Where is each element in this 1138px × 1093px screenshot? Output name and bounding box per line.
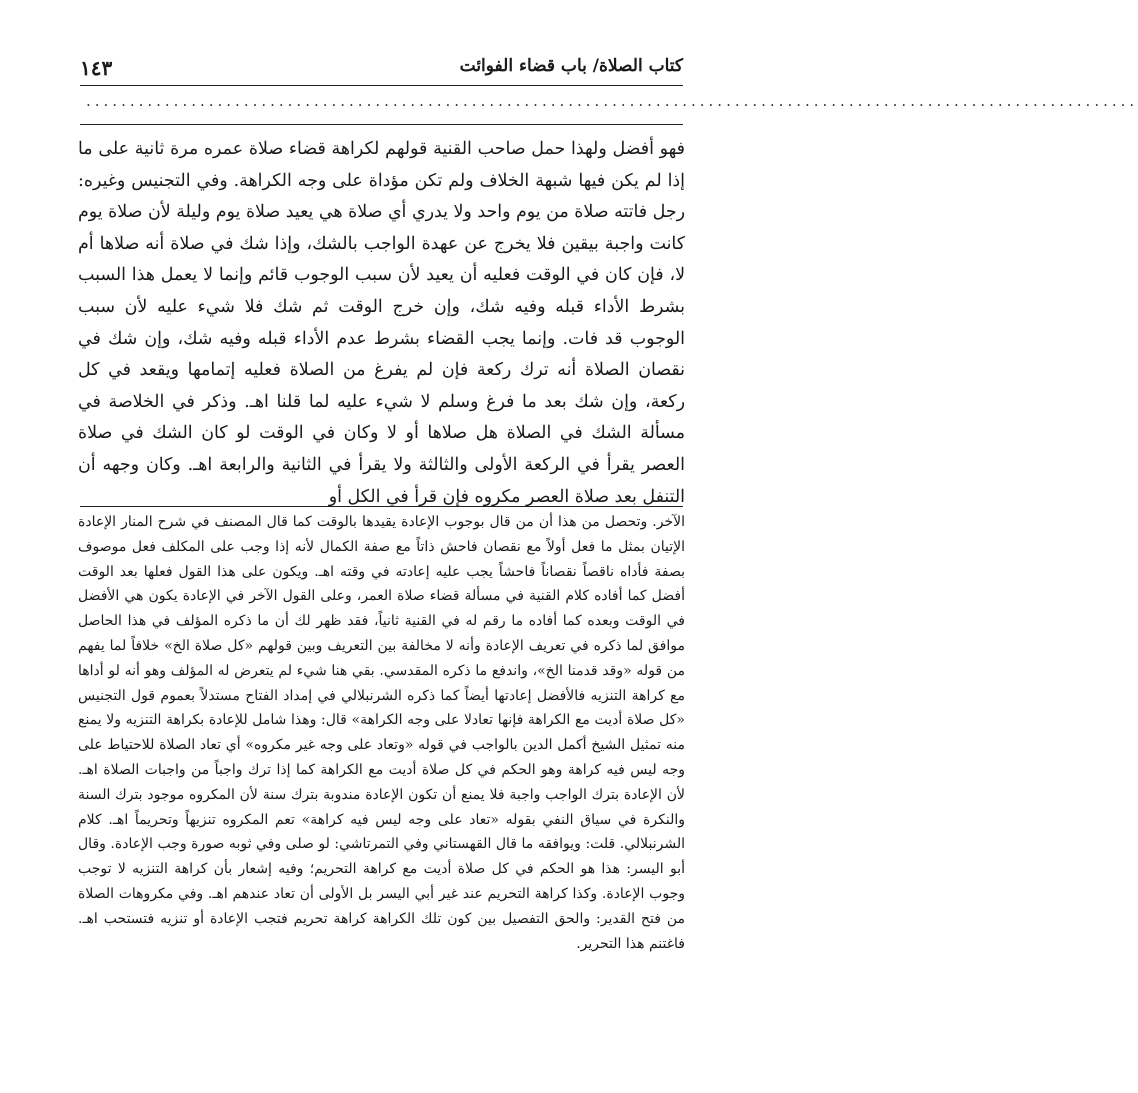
footnote-separator [80,506,683,507]
running-title: كتاب الصلاة/ باب قضاء الفوائت [459,56,683,76]
main-text: فهو أفضل ولهذا حمل صاحب القنية قولهم لكراهة قضاء صلاة عمره مرة ثانية على ما إذا لم يكن فيها شبهة الخلاف ولم تكن مؤداة على وجه الكراهة. وفي التجنيس وغيره: رجل فاتته صلاة من يوم واحد ولا يدري أي صلاة هي يعيد صلاة يوم وليلة لأن صلاة يوم كانت واجبة بيقين فلا يخرج عن عهدة الواجب بالشك، وإذا شك في صلاة أنه صلاها أم لا، فإن كان في الوقت فعليه أن يعيد لأن سبب الوجوب قائم وإنما لا يعمل هذا السبب بشرط الأداء قبله وفيه شك، وإن خرج الوقت ثم شك فلا شيء عليه لأن سبب الوجوب قد فات. وإنما يجب القضاء بشرط عدم الأداء قبله وفيه شك، وإن شك في نقصان الصلاة أنه ترك ركعة فإن لم يفرغ من الصلاة فعليه إتمامها ويقعد في كل ركعة، وإن شك بعد ما فرغ وسلم لا شيء عليه لما قلنا اهـ. وذكر في الخلاصة في مسألة الشك في الصلاة هل صلاها أو لا وكان في الوقت لو كان الشك في صلاة العصر يقرأ في الركعة الأولى والثالثة ولا يقرأ في الثانية والرابعة اهـ. وكان وجهه أن التنفل بعد صلاة العصر مكروه فإن قرأ في الكل أو [78,139,685,507]
page-header [80,52,683,82]
header-rule [80,85,683,86]
dotted-line: ........................................................................................................................ [86,92,1138,110]
text-top-rule [80,124,683,125]
page-number: ١٤٣ [80,56,113,80]
footnote-text: الآخر. وتحصل من هذا أن من قال بوجوب الإعادة يقيدها بالوقت كما قال المصنف في شرح المنار الإعادة الإتيان بمثل ما فعل أولاً مع نقصان فاحش ذاتاً مع صفة الكمال لأنه إذا وجب على المكلف فعل موصوف بصفة فأداه ناقصاً نقصاناً فاحشاً يجب عليه إعادته في وقته اهـ. ويكون على هذا القول فعلها بعد الوقت أفضل كما أفاده كلام القنية في مسألة قضاء صلاة العمر، وعلى القول الآخر في الإعادة يكون هي الأفضل في الوقت وبعده كما أفاده ما رقم له في القنية ثانياً، فقد ظهر لك أن ما ذكره المؤلف في هذا الحاصل موافق لما ذكره في تعريف الإعادة وأنه لا مخالفة بين التعريف وبين قولهم «كل صلاة الخ» خلافاً لما يفهم من قوله «وقد قدمنا الخ»، واندفع ما ذكره المقدسي. بقي هنا شيء لم يتعرض له المؤلف وهو أنه لو أداها مع كراهة التنزيه فالأفضل إعادتها أيضاً كما ذكره الشرنبلالي في إمداد الفتاح مستدلاً بعموم قول التجنيس «كل صلاة أديت مع الكراهة فإنها تعادلا على وجه الكراهة» قال: وهذا شامل للإعادة بكراهة التنزيه ولا يمنع منه تمثيل الشيخ أكمل الدين بالواجب في قوله «وتعاد على وجه غير مكروه» أي تعاد الصلاة للاحتياط على وجه ليس فيه كراهة وهو الحكم في كل صلاة أديت مع الكراهة كما إذا ترك واجباً من واجبات الصلاة اهـ. لأن الإعادة بترك الواجب واجبة فلا يمنع أن تكون الإعادة مندوبة بترك سنة لأن المكروه موجود بترك السنة والنكرة في سياق النفي بقوله «تعاد على وجه ليس فيه كراهة» تعم المكروه تنزيهاً وتحريماً اهـ. كلام الشرنبلالي. قلت: ويوافقه ما قال القهستاني وفي التمرتاشي: لو صلى وفي ثوبه صورة وجب الإعادة. وقال أبو اليسر: هذا هو الحكم في كل صلاة أديت مع كراهة التحريم؛ وفيه إشعار بأن كراهة التنزيه لا توجب وجوب الإعادة. وكذا كراهة التحريم عند غير أبي اليسر بل الأولى أن تعاد عندهم اهـ. وفي مكروهات الصلاة من فتح القدير: والحق التفصيل بين كون تلك الكراهة كراهة تحريم فتجب الإعادة أو تنزيه فتستحب اهـ. فاغتنم هذا التحرير. [78,514,685,952]
